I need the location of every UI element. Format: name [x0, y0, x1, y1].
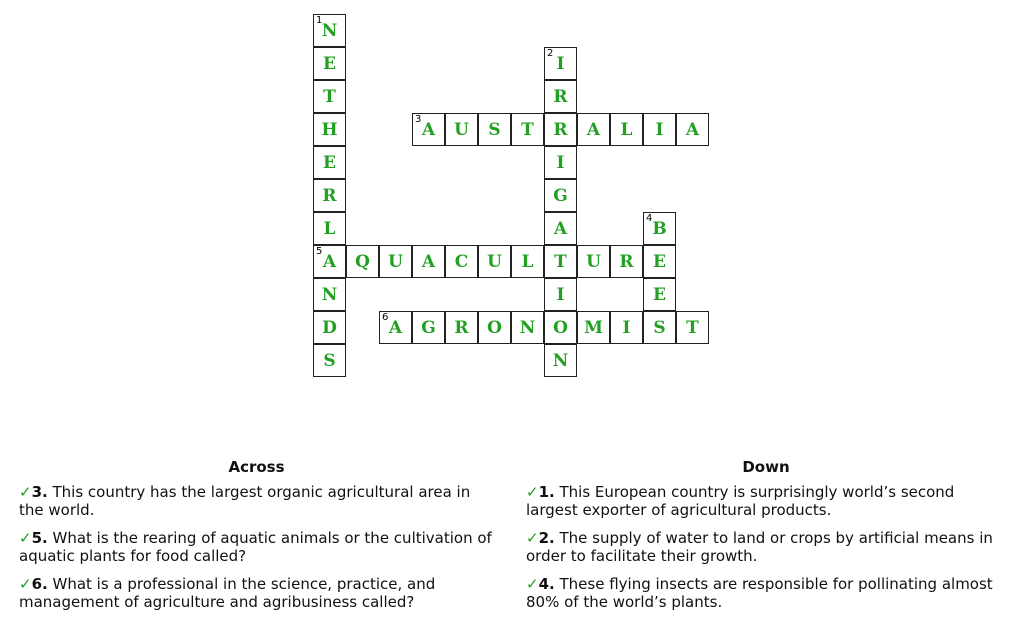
cell-letter: T	[554, 252, 567, 272]
cell-letter: R	[454, 318, 469, 338]
clue-number: 5.	[31, 529, 48, 547]
down-clue	[526, 575, 1006, 611]
cell-letter: O	[487, 318, 502, 338]
cell-letter: R	[619, 252, 634, 272]
across-clue	[19, 483, 494, 519]
cell-letter: A	[421, 120, 436, 140]
cell-number: 5	[316, 246, 323, 257]
cell-number: 2	[547, 48, 554, 59]
grid-cell[interactable]	[511, 245, 544, 278]
cell-letter: R	[322, 186, 337, 206]
cell-letter: U	[454, 120, 469, 140]
cell-letter: U	[388, 252, 403, 272]
cell-number: 6	[382, 312, 389, 323]
clue-text: This European country is surprisingly world’s second largest exporter of agricultural products.	[526, 483, 955, 519]
cell-letter: T	[323, 87, 336, 107]
across-clue	[19, 529, 494, 565]
check-icon: ✓	[19, 575, 32, 593]
grid-cell[interactable]	[313, 212, 346, 245]
cell-letter: N	[321, 21, 338, 41]
cell-letter: C	[454, 252, 469, 272]
cell-letter: E	[653, 285, 666, 305]
grid-cell[interactable]	[445, 245, 478, 278]
grid-cell[interactable]	[511, 113, 544, 146]
grid-cell[interactable]	[676, 311, 709, 344]
grid-cell[interactable]	[544, 245, 577, 278]
cell-letter: I	[556, 54, 565, 74]
grid-cell[interactable]	[544, 179, 577, 212]
cell-letter: N	[552, 351, 569, 371]
clue-text: These flying insects are responsible for pollinating almost 80% of the world’s plants.	[526, 575, 993, 611]
cell-letter: R	[553, 87, 568, 107]
cell-letter: H	[321, 120, 338, 140]
grid-cell[interactable]	[544, 47, 577, 80]
cell-letter: U	[487, 252, 502, 272]
clue-number: 3.	[31, 483, 48, 501]
clue-text: This country has the largest organic agricultural area in the world.	[19, 483, 471, 519]
grid-cell[interactable]	[346, 245, 379, 278]
grid-cell[interactable]	[544, 278, 577, 311]
grid-cell[interactable]	[313, 344, 346, 377]
grid-cell[interactable]	[643, 245, 676, 278]
check-icon: ✓	[526, 575, 539, 593]
cell-letter: G	[553, 186, 568, 206]
grid-cell[interactable]	[511, 311, 544, 344]
cell-letter: S	[488, 120, 501, 140]
grid-cell[interactable]	[313, 278, 346, 311]
clue-number: 2.	[538, 529, 555, 547]
cell-letter: B	[652, 219, 667, 239]
cell-letter: E	[653, 252, 666, 272]
grid-cell[interactable]	[643, 113, 676, 146]
check-icon: ✓	[19, 483, 32, 501]
cell-letter: L	[323, 219, 336, 239]
cell-letter: E	[323, 54, 336, 74]
check-icon: ✓	[526, 483, 539, 501]
grid-cell[interactable]	[313, 80, 346, 113]
cell-letter: I	[622, 318, 631, 338]
cell-letter: D	[322, 318, 337, 338]
grid-cell[interactable]	[676, 113, 709, 146]
clue-number: 6.	[31, 575, 48, 593]
grid-cell[interactable]	[544, 80, 577, 113]
cell-letter: A	[553, 219, 568, 239]
cell-letter: A	[685, 120, 700, 140]
clue-number: 1.	[538, 483, 555, 501]
grid-cell[interactable]	[313, 245, 346, 278]
grid-cell[interactable]	[544, 146, 577, 179]
cell-letter: T	[686, 318, 699, 338]
grid-cell[interactable]	[313, 179, 346, 212]
across-clue	[19, 575, 494, 611]
grid-cell[interactable]	[643, 278, 676, 311]
down-heading: Down	[742, 458, 790, 476]
clue-number: 4.	[538, 575, 555, 593]
cell-letter: I	[556, 153, 565, 173]
cell-letter: R	[553, 120, 568, 140]
check-icon: ✓	[19, 529, 32, 547]
clue-text: What is the rearing of aquatic animals or the cultivation of aquatic plants for food called?	[19, 529, 492, 565]
cell-letter: S	[323, 351, 336, 371]
cell-letter: G	[421, 318, 436, 338]
grid-cell[interactable]	[313, 14, 346, 47]
cell-letter: A	[586, 120, 601, 140]
cell-number: 4	[646, 213, 653, 224]
grid-cell[interactable]	[610, 311, 643, 344]
grid-cell[interactable]	[445, 311, 478, 344]
cell-letter: A	[322, 252, 337, 272]
cell-letter: I	[556, 285, 565, 305]
grid-cell[interactable]	[379, 311, 412, 344]
grid-cell[interactable]	[544, 311, 577, 344]
cell-letter: L	[620, 120, 633, 140]
cell-letter: N	[519, 318, 536, 338]
grid-cell[interactable]	[412, 113, 445, 146]
across-clues	[19, 457, 494, 621]
cell-number: 3	[415, 114, 422, 125]
grid-cell[interactable]	[577, 311, 610, 344]
cell-letter: Q	[355, 252, 370, 272]
cell-letter: M	[584, 318, 603, 338]
grid-cell[interactable]	[478, 311, 511, 344]
grid-cell[interactable]	[544, 113, 577, 146]
cell-letter: U	[586, 252, 601, 272]
grid-cell[interactable]	[313, 311, 346, 344]
cell-letter: A	[388, 318, 403, 338]
grid-cell[interactable]	[412, 245, 445, 278]
cell-letter: E	[323, 153, 336, 173]
cell-letter: O	[553, 318, 568, 338]
cell-letter: A	[421, 252, 436, 272]
grid-cell[interactable]	[610, 245, 643, 278]
grid-cell[interactable]	[544, 344, 577, 377]
clue-text: The supply of water to land or crops by artificial means in order to facilitate their growth.	[526, 529, 993, 565]
cell-letter: L	[521, 252, 534, 272]
down-clue	[526, 529, 1006, 565]
grid-cell[interactable]	[478, 113, 511, 146]
grid-cell[interactable]	[577, 245, 610, 278]
cell-letter: N	[321, 285, 338, 305]
grid-cell[interactable]	[313, 47, 346, 80]
grid-cell[interactable]	[643, 311, 676, 344]
down-clues	[526, 457, 1006, 621]
cell-letter: I	[655, 120, 664, 140]
grid-cell[interactable]	[610, 113, 643, 146]
across-heading: Across	[228, 458, 285, 476]
cell-number: 1	[316, 15, 323, 26]
grid-cell[interactable]	[313, 113, 346, 146]
clue-text: What is a professional in the science, practice, and management of agriculture and agribusiness called?	[19, 575, 436, 611]
cell-letter: S	[653, 318, 666, 338]
grid-cell[interactable]	[379, 245, 412, 278]
grid-cell[interactable]	[445, 113, 478, 146]
down-clue	[526, 483, 1006, 519]
grid-cell[interactable]	[643, 212, 676, 245]
grid-cell[interactable]	[313, 146, 346, 179]
cell-letter: T	[521, 120, 534, 140]
check-icon: ✓	[526, 529, 539, 547]
grid-cell[interactable]	[544, 212, 577, 245]
grid-cell[interactable]	[478, 245, 511, 278]
grid-cell[interactable]	[577, 113, 610, 146]
grid-cell[interactable]	[412, 311, 445, 344]
